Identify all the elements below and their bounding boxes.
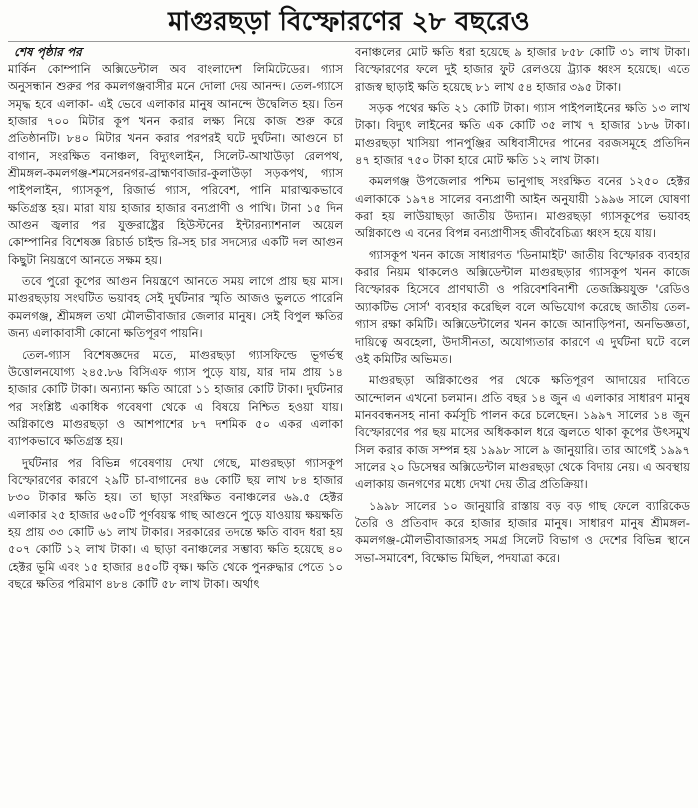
paragraph: মার্কিন কোম্পানি অক্সিডেন্টাল অব বাংলাদেশ লিমিটেডের। গ্যাস অনুসন্ধান শুরুর পর কমলগঞ্জবাসীর মনে দোলা দেয় আনন্দ। তেল-গ্যাসে সমৃদ্ধ হবে এলাকা- এই ভেবে এলাকার মানুষ আনন্দে উদ্বেলিত হয়। তিন হাজার ৭০০ মিটার কূপ খনন করার লক্ষ্য নিয়ে কাজ শুরু করে প্রতিষ্ঠানটি। ৮৪০ মিটার খনন করার পরপরই ঘটে দুর্ঘটনা। আগুনে চা বাগান, সংরক্ষিত বনাঞ্চল, বিদ্যুৎলাইন, সিলেট-আখাউড়া রেলপথ, শ্রীমঙ্গল-কমলগঞ্জ-শমসেরনগর-ব্রাহ্মণবাজার-কুলাউড়া সড়কপথ, গ্যাস পাইপলাইন, গ্যাসকূপ, রিজার্ভ গ্যাস, পরিবেশ, পানি মারাত্মকভাবে ক্ষতিগ্রস্ত হয়। মারা যায় হাজার হাজার বন্যপ্রাণী ও পাখি। টানা ১৫ দিন আগুন জ্বলার পর যুক্তরাষ্ট্রের হিউস্টনের ইন্টারন্যাশনাল অয়েল কোম্পানির বিশেষজ্ঞ রিচার্ড চাইল্ড রি-সহ চার সদস্যের একটি দল আগুন কিছুটা নিয়ন্ত্রণে আনতে সক্ষম হয়। [8, 62, 343, 267]
headline-divider [8, 41, 690, 42]
left-column [8, 44, 343, 800]
continued-from-label: শেষ পৃষ্ঠার পর [14, 45, 82, 59]
paragraph: তেল-গ্যাস বিশেষজ্ঞদের মতে, মাগুরছড়া গ্যাসফিল্ডে ভূগর্ভস্থ উত্তোলনযোগ্য ২৪৫.৮৬ বিসিএফ গ্যাস পুড়ে যায়, যার দাম প্রায় ১৪ হাজার কোটি টাকা। অন্যান্য ক্ষতি আরো ১১ হাজার কোটি টাকা। দুর্ঘটনার পর সংশ্লিষ্ট একাধিক গবেষণা থেকে এ বিষয়ে নিশ্চিত হওয়া যায়। অগ্নিকাণ্ডে মাগুরছড়া ও আশপাশের ৮৭ দশমিক ৫০ একর এলাকা ব্যাপকভাবে ক্ষতিগ্রস্ত হয়। [8, 347, 343, 449]
paragraph: তবে পুরো কূপের আগুন নিয়ন্ত্রণে আনতে সময় লাগে প্রায় ছয় মাস। মাগুরছড়ায় সংঘটিত ভয়াবহ সেই দুর্ঘটনার স্মৃতি আজও ভুলতে পারেনি কমলগঞ্জ, শ্রীমঙ্গল তথা মৌলভীবাজার জেলার মানুষ। সেই বিপুল ক্ষতির জন্য এলাকাবাসী কোনো ক্ষতিপূরণ পায়নি। [8, 274, 343, 341]
paragraph: দুর্ঘটনার পর বিভিন্ন গবেষণায় দেখা গেছে, মাগুরছড়া গ্যাসকূপ বিস্ফোরণের কারণে ২৯টি চা-বাগানের ৪৬ কোটি ছয় লাখ ৮৪ হাজার ৮৩০ টাকার ক্ষতি হয়। তা ছাড়া সংরক্ষিত বনাঞ্চলের ৬৯.৫ হেক্টর এলাকার ২৫ হাজার ৬৫০টি পূর্ণবয়স্ক গাছ আগুনে পুড়ে যাওয়ায় ক্ষয়ক্ষতি হয় প্রায় ৩৩ কোটি ৬১ লাখ টাকার। সরকারের তদন্তে ক্ষতি বাবদ ধরা হয় ৫০৭ কোটি ১২ লাখ টাকা। এ ছাড়া বনাঞ্চলের সম্ভাব্য ক্ষতি হয়েছে ৪০ হেক্টর ভূমি এবং ১৫ হাজার ৪৫০টি বৃক্ষ। ক্ষতি থেকে পুনরুদ্ধার পেতে ১০ বছরে ক্ষতির পরিমাণ ৪৮৪ কোটি ৫৮ লাখ টাকা। অর্থাৎ [8, 455, 343, 591]
paragraph: ১৯৯৮ সালের ১০ জানুয়ারি রাস্তায় বড় বড় গাছ ফেলে ব্যারিকেড তৈরি ও প্রতিবাদ করে হাজার হাজার মানুষ। সাধারণ মানুষ শ্রীমঙ্গল-কমলগঞ্জ-মৌলভীবাজারসহ সমগ্র সিলেট বিভাগ ও দেশের বিভিন্ন স্থানে সভা-সমাবেশ, বিক্ষোভ মিছিল, পদযাত্রা করে। [355, 498, 690, 565]
paragraph: মাগুরছড়া অগ্নিকাণ্ডের পর থেকে ক্ষতিপূরণ আদায়ের দাবিতে আন্দোলন এখনো চলমান। প্রতি বছর ১৪ জুন এ এলাকার সাধারণ মানুষ মানববন্ধনসহ নানা কর্মসূচি পালন করে চলেছেন। ১৯৯৭ সালের ১৪ জুন বিস্ফোরণের পর ছয় মাসের অধিককাল ধরে জ্বলতে থাকা কূপের উৎসমুখ সিল করার কাজ সম্পন্ন হয় ১৯৯৮ সালে ৯ জানুয়ারি। তার আগেই ১৯৯৭ সালের ২০ ডিসেম্বর অক্সিডেন্টাল মাগুরছড়া থেকে বিদায় নেয়। এ অবস্থায় এলাকায় জনগণের মধ্যে দেখা দেয় তীব্র প্রতিক্রিয়া। [355, 373, 690, 492]
paragraph: গ্যাসকূপ খনন কাজে সাধারণত 'ডিনামাইট' জাতীয় বিস্ফোরক ব্যবহার করার নিয়ম থাকলেও অক্সিডেন্টাল মাগুরছড়ার গ্যাসকূপ খনন কাজে বিস্ফোরক হিসেবে প্রাণঘাতী ও পরিবেশবিনাশী তেজস্ক্রিয়যুক্ত 'রেডিও অ্যাকটিভ সোর্স' ব্যবহার করেছিল বলে অভিযোগ করেছে জাতীয় তেল-গ্যাস রক্ষা কমিটি। অক্সিডেন্টালের খনন কাজে আনাড়িপনা, অনভিজ্ঞতা, দায়িত্বে অবহেলা, উদাসীনতা, অযোগ্যতার কারণে এ দুর্ঘটনা ঘটে বলে ওই কমিটির অভিমত। [355, 247, 690, 366]
paragraph: বনাঞ্চলের মোট ক্ষতি ধরা হয়েছে ৯ হাজার ৮৫৮ কোটি ৩১ লাখ টাকা। বিস্ফোরণের ফলে দুই হাজার ফুট রেলওয়ে ট্র্যাক ধ্বংস হয়েছে। এতে রাজস্ব ছাড়াই ক্ষতি হয়েছে ৮১ লাখ ৫৪ হাজার ৩৯৫ টাকা। [355, 45, 690, 94]
paragraph: কমলগঞ্জ উপজেলার পশ্চিম ভানুগাছ সংরক্ষিত বনের ১২৫০ হেক্টর এলাকাকে ১৯৭৪ সালের বন্যপ্রাণী আইন অনুযায়ী ১৯৯৬ সালে ঘোষণা করা হয় লাউয়াছড়া জাতীয় উদ্যান। মাগুরছড়া গ্যাসকূপের ভয়াবহ অগ্নিকাণ্ডে এ বনের বিপন্ন বন্যপ্রাণীসহ জীববৈচিত্র্য ধ্বংস হয়ে যায়। [355, 174, 690, 241]
article-headline: মাগুরছড়া বিস্ফোরণের ২৮ বছরেও [168, 7, 530, 37]
paragraph: সড়ক পথের ক্ষতি ২১ কোটি টাকা। গ্যাস পাইপলাইনের ক্ষতি ১৩ লাখ টাকা। বিদ্যুৎ লাইনের ক্ষতি এক কোটি ৩৫ লাখ ৭ হাজার ১৮৬ টাকা। মাগুরছড়া খাসিয়া পানপুঞ্জির অধিবাসীদের পানের বরজসমূহে প্রতিদিন ৪৭ হাজার ৭৫০ টাকা হারে মোট ক্ষতি ১২ লাখ টাকা। [355, 101, 690, 168]
article-body [8, 44, 690, 800]
right-column [355, 44, 690, 800]
